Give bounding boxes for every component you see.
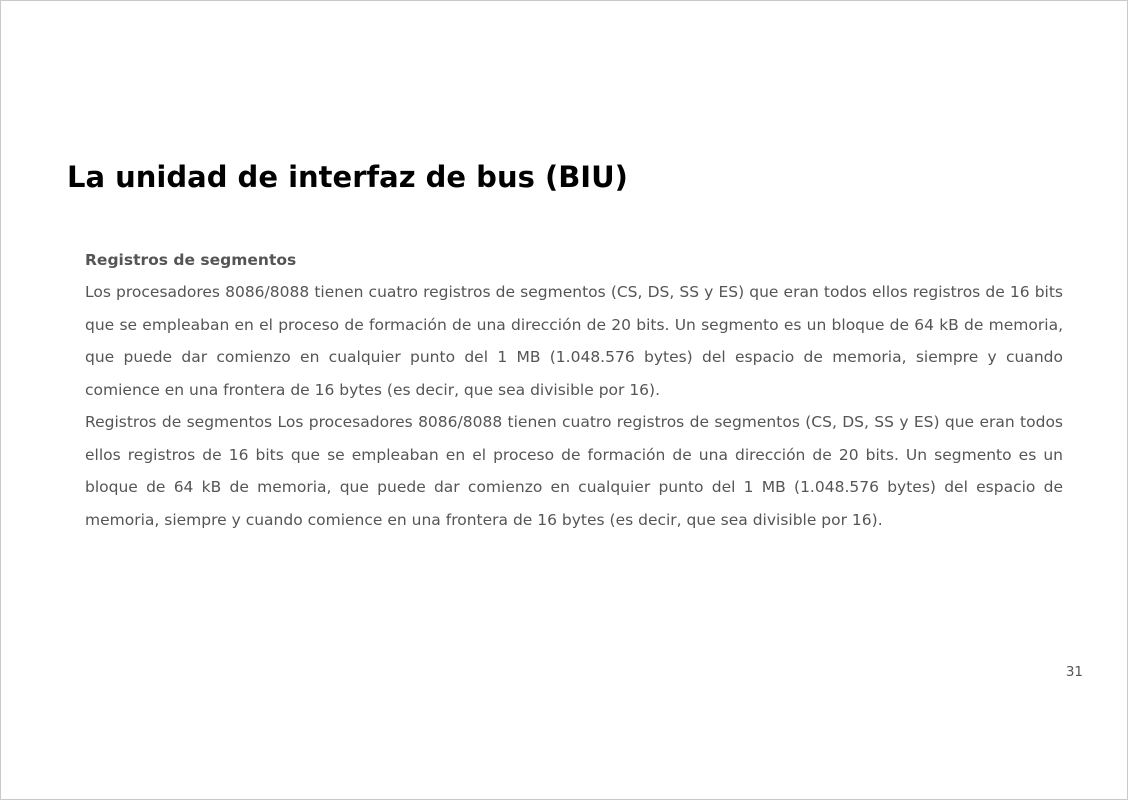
slide-title: La unidad de interfaz de bus (BIU) (67, 160, 628, 194)
section-subheading: Registros de segmentos (85, 251, 297, 269)
body-paragraph-2: Registros de segmentos Los procesadores 8086/8088 tienen cuatro registros de segmentos (CS, DS, SS y ES) que eran todos ellos registros de 16 bits que se empleaban en el proceso de formación de una dirección de 20 bits. Un segmento es un bloque de 64 kB de memoria, que puede dar comienzo en cualquier punto del 1 MB (1.048.576 bytes) del espacio de memoria, siempre y cuando comience en una frontera de 16 bytes (es decir, que sea divisible por 16). (85, 413, 1063, 529)
body-paragraph-1: Los procesadores 8086/8088 tienen cuatro registros de segmentos (CS, DS, SS y ES) que eran todos ellos registros de 16 bits que se empleaban en el proceso de formación de una dirección de 20 bits. Un segmento es un bloque de 64 kB de memoria, que puede dar comienzo en cualquier punto del 1 MB (1.048.576 bytes) del espacio de memoria, siempre y cuando comience en una frontera de 16 bytes (es decir, que sea divisible por 16). (85, 283, 1063, 399)
page-number: 31 (1065, 664, 1083, 680)
slide-content (85, 244, 1063, 536)
